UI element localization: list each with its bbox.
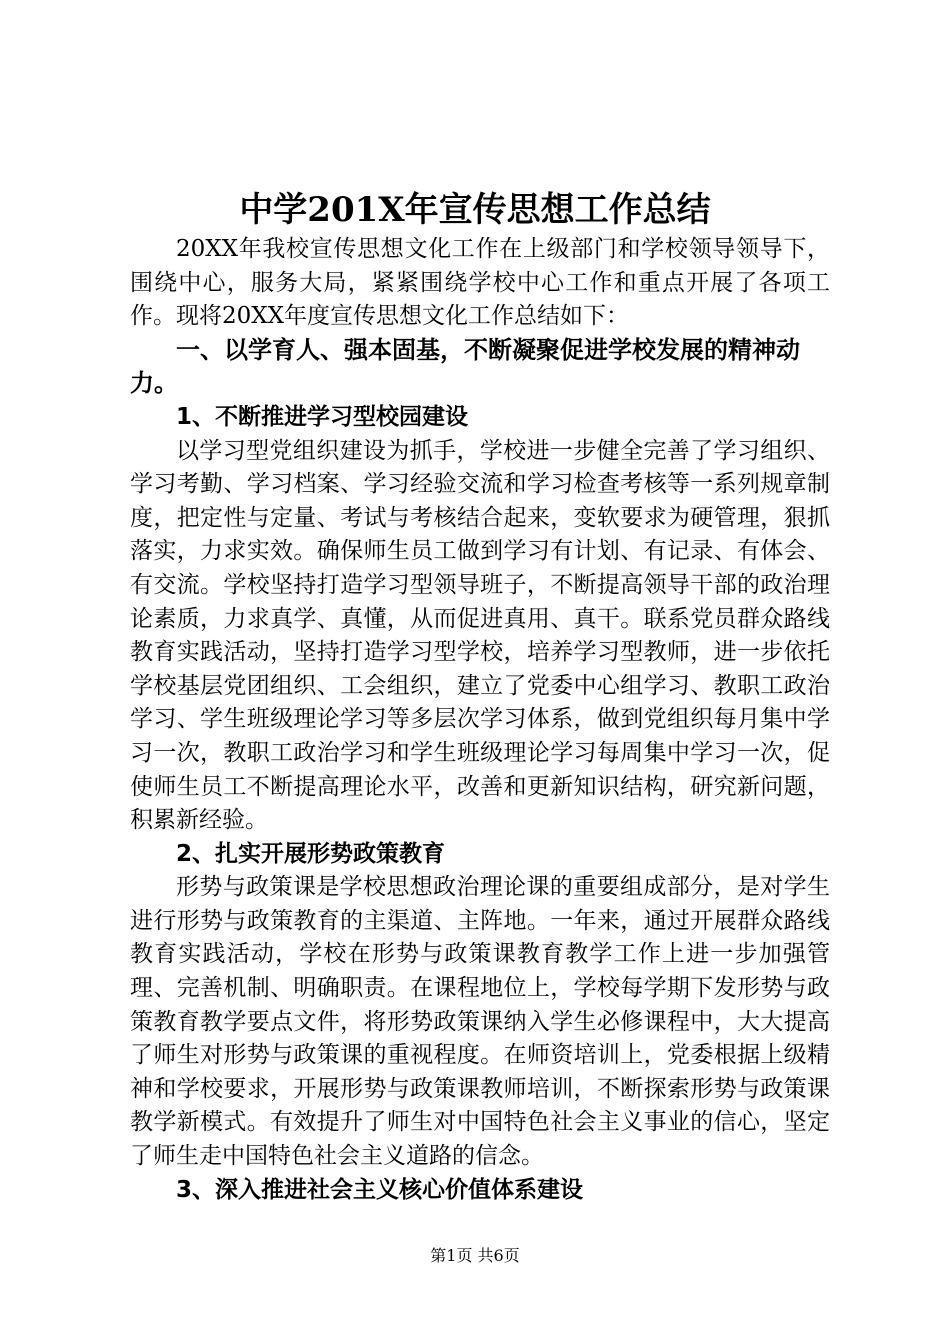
subsection-1-paragraph: 以学习型党组织建设为抓手，学校进一步健全完善了学习组织、学习考勤、学习档案、学习经验交流和学习检查考核等一系列规章制度，把定性与定量、考试与考核结合起来，变软要求为硬管理，狠抓落实，力求实效。确保师生员工做到学习有计划、有记录、有体会、有交流。学校坚持打造学习型领导班子，不断提高领导干部的政治理论素质，力求真学、真懂，从而促进真用、真干。联系党员群众路线教育实践活动，坚持打造学习型学校，培养学习型教师，进一步依托学校基层党团组织、工会组织，建立了党委中心组学习、教职工政治学习、学生班级理论学习等多层次学习体系，做到党组织每月集中学习一次，教职工政治学习和学生班级理论学习每周集中学习一次，促使师生员工不断提高理论水平，改善和更新知识结构，研究新问题，积累新经验。 [130,437,830,834]
document-title: 中学201X年宣传思想工作总结 [239,190,711,230]
subsection-2-paragraph: 形势与政策课是学校思想政治理论课的重要组成部分，是对学生进行形势与政策教育的主渠道、主阵地。一年来，通过开展群众路线教育实践活动，学校在形势与政策课教育教学工作上进一步加强管理、完善机制、明确职责。在课程地位上，学校每学期下发形势与政策教育教学要点文件，将形势政策课纳入学生必修课程中，大大提高了师生对形势与政策课的重视程度。在师资培训上，党委根据上级精神和学校要求，开展形势与政策课教师培训，不断探索形势与政策课教学新模式。有效提升了师生对中国特色社会主义事业的信心，坚定了师生走中国特色社会主义道路的信念。 [130,874,830,1170]
page-indicator: 第1页 共6页 [430,1246,520,1265]
page-footer [0,1244,950,1268]
section-heading-1: 一、以学育人、强本固基，不断凝聚促进学校发展的精神动力。 [130,335,800,398]
document-body [130,233,830,1207]
intro-paragraph: 20XX年我校宣传思想文化工作在上级部门和学校领导领导下，围绕中心，服务大局，紧紧围绕学校中心工作和重点开展了各项工作。现将20XX年度宣传思想文化工作总结如下： [130,236,830,330]
subsection-heading-1: 1、不断推进学习型校园建设 [176,403,469,430]
subsection-heading-2: 2、扎实开展形势政策教育 [176,840,446,867]
subsection-heading-3: 3、深入推进社会主义核心价值体系建设 [176,1176,584,1203]
